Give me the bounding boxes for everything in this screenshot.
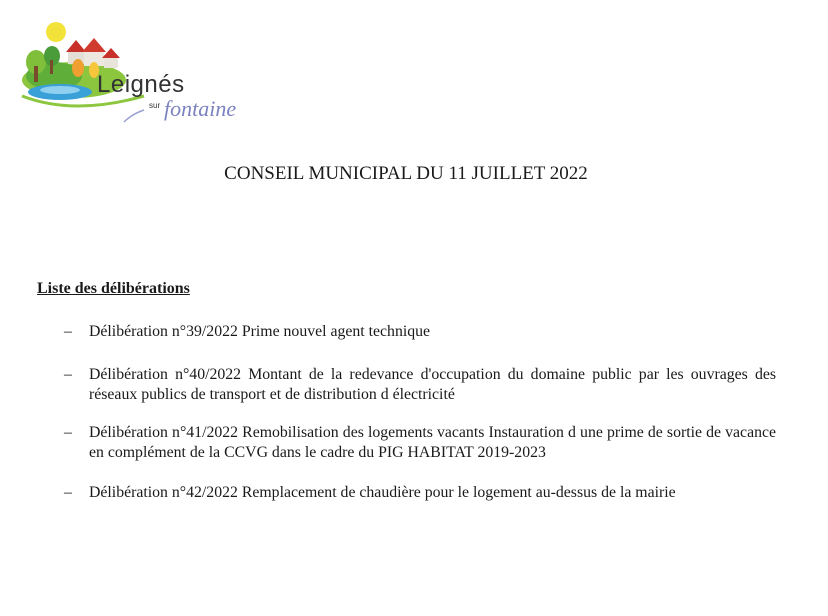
- page-title: [0, 163, 828, 185]
- bullet-dash: –: [64, 483, 72, 501]
- deliberation-text: Délibération n°42/2022 Remplacement de chaudière pour le logement au-dessus de la mairie: [89, 483, 676, 501]
- bullet-dash: –: [64, 323, 72, 340]
- section-heading: Liste des délibérations: [37, 280, 190, 297]
- list-item: [64, 423, 776, 464]
- bullet-dash: –: [64, 423, 72, 441]
- bullet-dash: –: [64, 365, 72, 383]
- logo: [14, 18, 237, 126]
- list-item: [64, 483, 776, 504]
- page-title-text: CONSEIL MUNICIPAL DU 11 JUILLET 2022: [224, 163, 588, 184]
- logo-name: Leignés: [97, 71, 185, 98]
- list-item: [64, 322, 776, 343]
- list-item: [64, 365, 776, 406]
- deliberation-list: [64, 322, 776, 503]
- logo-subname: fontaine: [164, 96, 237, 121]
- deliberation-text: Délibération n°41/2022 Remobilisation des logements vacants Instauration d une prime de sortie de vacance en complément de la CCVG dans le cadre du PIG HABITAT 2019-2023: [89, 423, 776, 461]
- deliberation-text: Délibération n°40/2022 Montant de la redevance d'occupation du domaine public par les ouvrages des réseaux publics de transport et de distribution d électricité: [89, 365, 776, 403]
- logo-sur: sur: [149, 101, 161, 110]
- deliberation-text: Délibération n°39/2022 Prime nouvel agent technique: [89, 323, 431, 340]
